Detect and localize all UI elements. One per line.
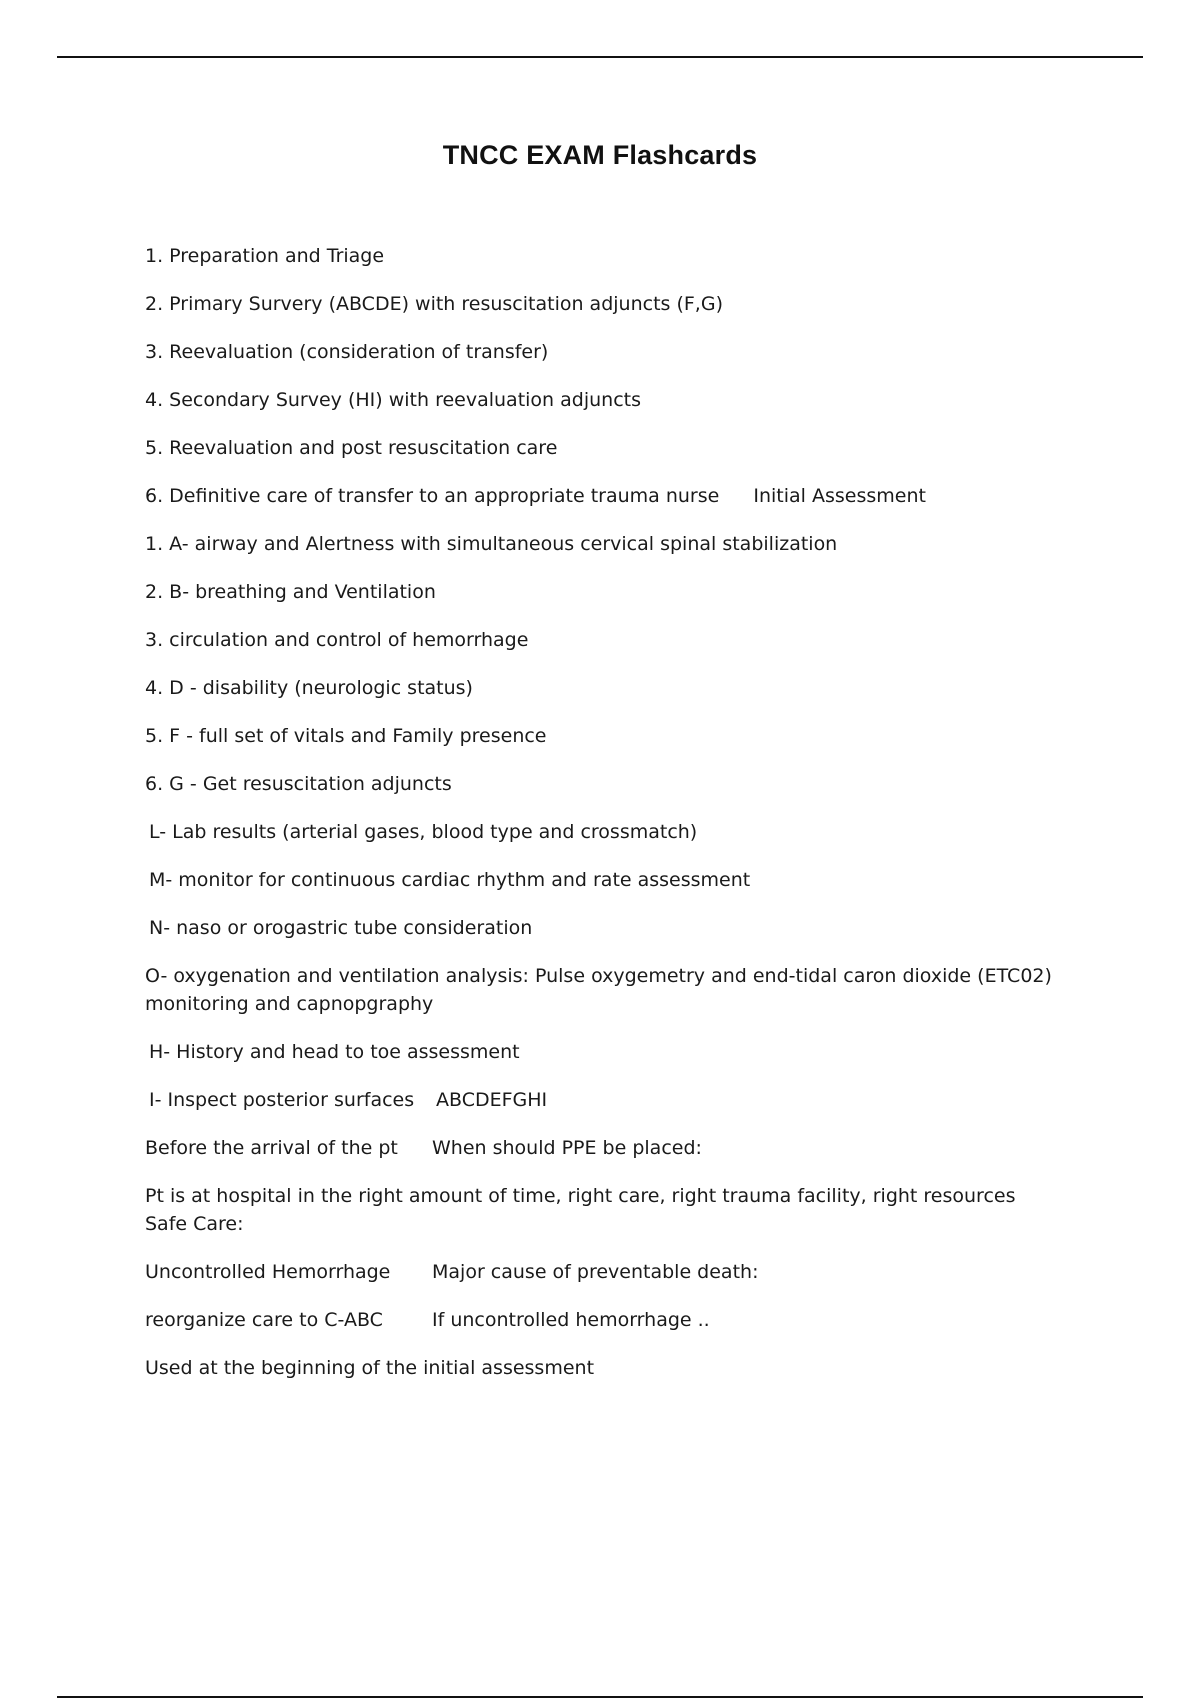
list-item [145,1086,1065,1114]
item-text: 1. Preparation and Triage [145,245,385,267]
item-text: I- Inspect posterior surfaces [149,1089,415,1111]
list-item [145,434,1065,462]
item-text: 5. F - full set of vitals and Family presence [145,725,547,747]
list-item [145,1354,1065,1382]
list-item [145,818,1065,846]
list-item [145,1038,1065,1066]
list-item [145,914,1065,942]
item-text: 6. G - Get resuscitation adjuncts [145,773,452,795]
item-answer: ABCDEFGHI [436,1089,548,1111]
list-item [145,1182,1065,1238]
list-item [145,386,1065,414]
item-text: 3. Reevaluation (consideration of transfer) [145,341,549,363]
item-text: Uncontrolled Hemorrhage [145,1261,391,1283]
item-text: L- Lab results (arterial gases, blood type and crossmatch) [149,821,698,843]
item-text: 5. Reevaluation and post resuscitation care [145,437,558,459]
list-item [145,770,1065,798]
item-answer: Major cause of preventable death: [432,1261,759,1283]
item-text: Before the arrival of the pt [145,1137,398,1159]
item-text: 4. D - disability (neurologic status) [145,677,473,699]
item-answer: Initial Assessment [753,485,926,507]
list-item [145,866,1065,894]
list-item [145,674,1065,702]
list-item [145,722,1065,750]
list-item [145,530,1065,558]
item-text: O- oxygenation and ventilation analysis: Pulse oxygemetry and end-tidal caron dioxide (ETC02) monitoring and capnopgraphy [145,965,1052,1015]
item-text: N- naso or orogastric tube consideration [149,917,533,939]
item-text: 3. circulation and control of hemorrhage [145,629,529,651]
item-text: M- monitor for continuous cardiac rhythm and rate assessment [149,869,751,891]
list-item [145,1134,1065,1162]
list-item [145,962,1065,1018]
list-item [145,626,1065,654]
list-item [145,338,1065,366]
item-text: 4. Secondary Survey (HI) with reevaluation adjuncts [145,389,641,411]
top-rule [57,56,1143,58]
item-answer: Safe Care: [145,1213,244,1235]
item-text: 1. A- airway and Alertness with simultaneous cervical spinal stabilization [145,533,838,555]
list-item [145,482,1065,510]
item-text: 2. Primary Survery (ABCDE) with resuscitation adjuncts (F,G) [145,293,723,315]
item-answer: If uncontrolled hemorrhage .. [432,1309,710,1331]
list-item [145,1258,1065,1286]
list-item [145,242,1065,270]
item-text: 6. Definitive care of transfer to an appropriate trauma nurse [145,485,720,507]
item-text: 2. B- breathing and Ventilation [145,581,436,603]
item-text: H- History and head to toe assessment [149,1041,520,1063]
item-text: Pt is at hospital in the right amount of time, right care, right trauma facility, right resources [145,1185,1016,1207]
item-text: Used at the beginning of the initial assessment [145,1357,595,1379]
item-text: reorganize care to C-ABC [145,1309,383,1331]
flashcard-list [145,242,1065,1402]
list-item [145,578,1065,606]
list-item [145,1306,1065,1334]
page-title: TNCC EXAM Flashcards [442,140,758,170]
list-item [145,290,1065,318]
item-answer: When should PPE be placed: [432,1137,702,1159]
bottom-rule [57,1696,1143,1698]
